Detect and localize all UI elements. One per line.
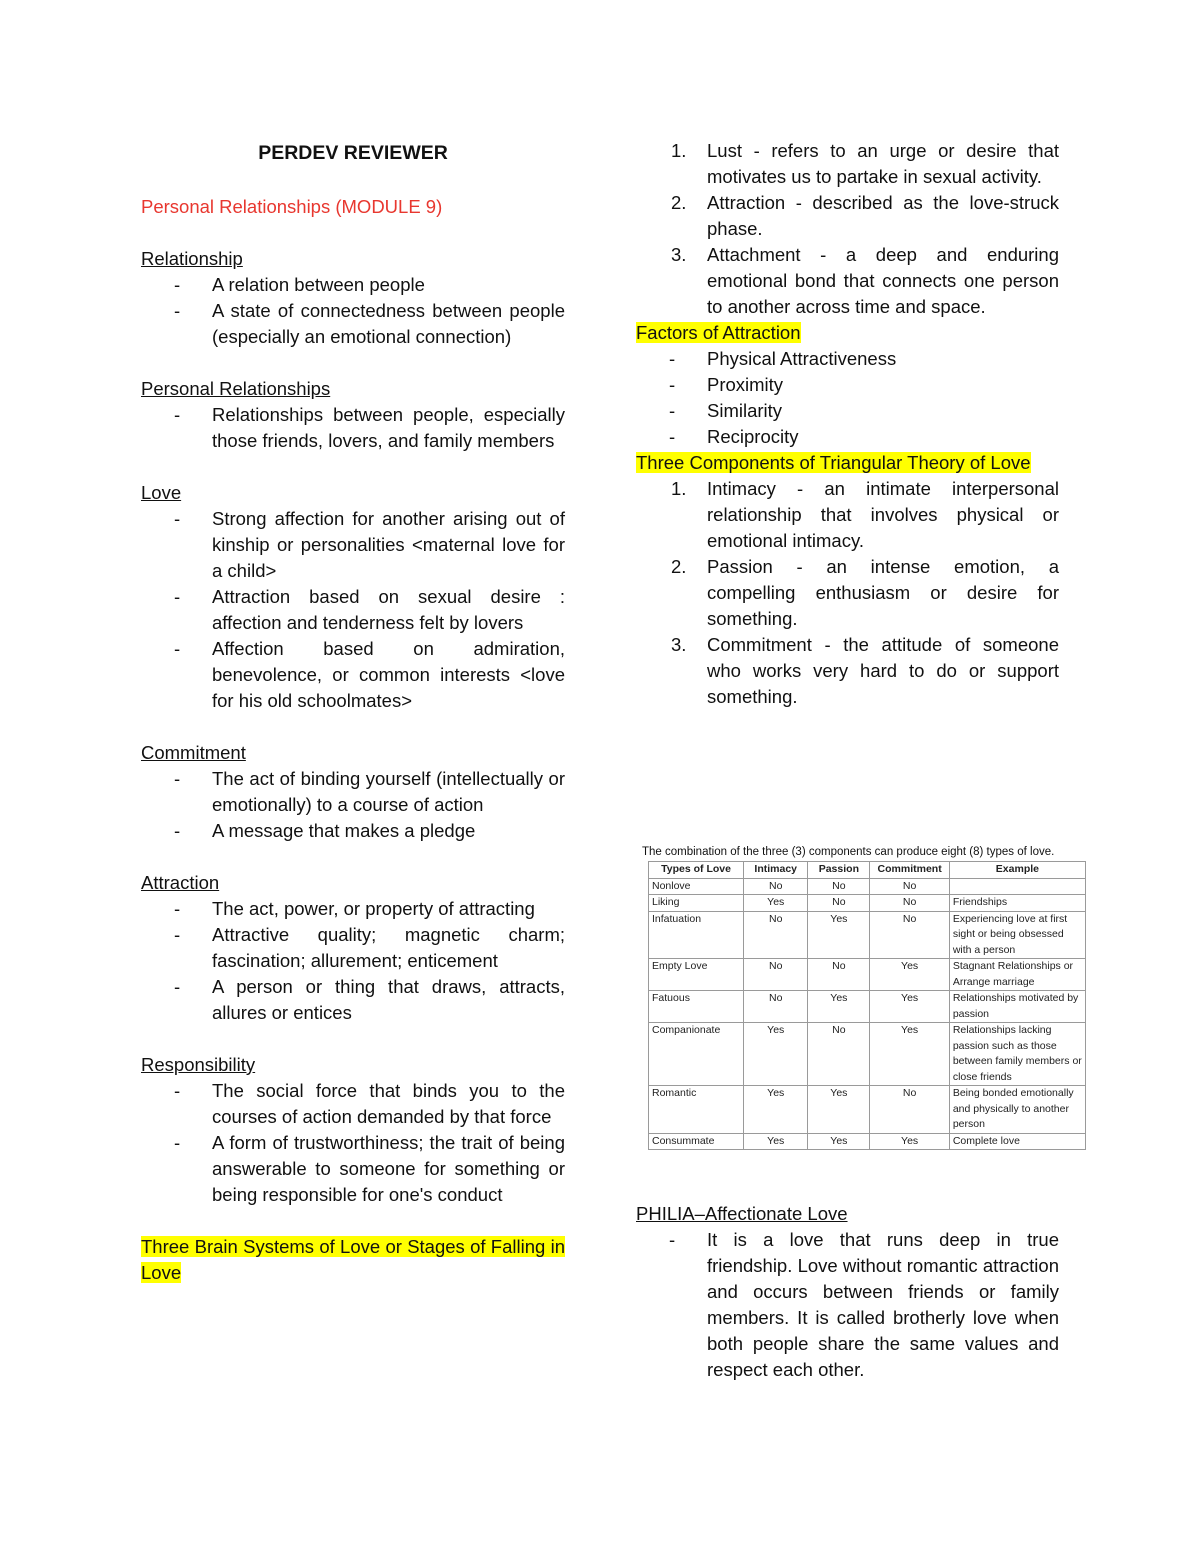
factor-item-text: Physical Attractiveness — [707, 348, 897, 369]
component-item-text: Intimacy - an intimate interpersonal relationship that involves physical or emotional intimacy. — [707, 478, 1059, 551]
love-types-table-figure — [642, 845, 1088, 1150]
component-item-text: Passion - an intense emotion, a compelling enthusiasm or desire for something. — [707, 556, 1059, 629]
table-cell: No — [744, 911, 808, 959]
definition-heading: Personal Relationships — [141, 378, 331, 399]
definition-section — [141, 480, 565, 714]
definition-heading: Responsibility — [141, 1054, 256, 1075]
table-cell: Stagnant Relationships or Arrange marriage — [949, 959, 1085, 991]
definition-heading: Love — [141, 482, 182, 503]
definition-list — [141, 896, 565, 1026]
table-cell: Liking — [649, 895, 744, 912]
dash-marker: - — [174, 586, 181, 607]
table-cell: Relationships lacking passion such as those between family members or close friends — [949, 1023, 1085, 1086]
factor-item — [636, 346, 1059, 372]
table-cell: Yes — [744, 1023, 808, 1086]
table-cell: Empty Love — [649, 959, 744, 991]
factors-heading — [636, 320, 1059, 346]
number-marker: 2. — [671, 556, 687, 577]
table-header-cell: Passion — [808, 862, 870, 879]
definition-heading: Relationship — [141, 248, 243, 269]
dash-marker: - — [174, 924, 181, 945]
table-cell: Yes — [808, 1086, 870, 1134]
dash-marker: - — [669, 374, 676, 395]
number-marker: 3. — [671, 634, 687, 655]
table-cell: No — [870, 1086, 949, 1134]
philia-section — [636, 1201, 1059, 1383]
right-column — [636, 138, 1059, 710]
definition-section — [141, 740, 565, 844]
dash-marker: - — [174, 820, 181, 841]
table-cell: No — [808, 959, 870, 991]
table-header-cell: Commitment — [870, 862, 949, 879]
table-cell: Companionate — [649, 1023, 744, 1086]
table-cell: No — [870, 895, 949, 912]
table-cell: No — [744, 991, 808, 1023]
table-cell: Romantic — [649, 1086, 744, 1134]
stage-item — [636, 242, 1059, 320]
table-cell: Complete love — [949, 1133, 1085, 1150]
philia-item-text: It is a love that runs deep in true friendship. Love without romantic attraction and occurs between friends or family members. It is called brotherly love when both people share the same values and respect each other. — [707, 1229, 1059, 1380]
table-cell: No — [870, 878, 949, 895]
dash-marker: - — [174, 768, 181, 789]
definitions-list — [141, 246, 565, 1208]
factor-item-text: Reciprocity — [707, 426, 799, 447]
factor-item — [636, 372, 1059, 398]
definition-item — [141, 272, 565, 298]
factors-list — [636, 346, 1059, 450]
definition-section — [141, 870, 565, 1026]
table-cell: No — [808, 878, 870, 895]
table-caption: The combination of the three (3) components can produce eight (8) types of love. — [642, 846, 1055, 858]
component-item — [636, 632, 1059, 710]
definition-item — [141, 298, 565, 350]
dash-marker: - — [174, 508, 181, 529]
table-row — [649, 991, 1086, 1023]
stage-item — [636, 190, 1059, 242]
table-cell: Yes — [870, 1023, 949, 1086]
components-heading — [636, 450, 1059, 476]
dash-marker: - — [669, 426, 676, 447]
table-row — [649, 895, 1086, 912]
table-cell: Nonlove — [649, 878, 744, 895]
definition-item — [141, 402, 565, 454]
dash-marker: - — [174, 1080, 181, 1101]
definition-list — [141, 1078, 565, 1208]
philia-item — [636, 1227, 1059, 1383]
definition-item-text: Attraction based on sexual desire : affection and tenderness felt by lovers — [212, 586, 565, 633]
factors-heading-text: Factors of Attraction — [636, 322, 801, 343]
table-cell: Yes — [870, 991, 949, 1023]
definition-item-text: A relation between people — [212, 274, 425, 295]
definition-item-text: Affection based on admiration, benevolence, or common interests <love for his old schoolmates> — [212, 638, 565, 711]
definition-list — [141, 402, 565, 454]
component-item-text: Commitment - the attitude of someone who works very hard to do or support something. — [707, 634, 1059, 707]
definition-item — [141, 896, 565, 922]
table-cell: Consummate — [649, 1133, 744, 1150]
definition-item — [141, 818, 565, 844]
definition-item — [141, 922, 565, 974]
table-row — [649, 1086, 1086, 1134]
table-row — [649, 1133, 1086, 1150]
page-title: PERDEV REVIEWER — [258, 142, 448, 164]
dash-marker: - — [669, 1229, 676, 1250]
definition-item-text: A person or thing that draws, attracts, allures or entices — [212, 976, 565, 1023]
number-marker: 2. — [671, 192, 687, 213]
left-column — [141, 138, 565, 1286]
definition-item-text: Attractive quality; magnetic charm; fascination; allurement; enticement — [212, 924, 565, 971]
definition-list — [141, 506, 565, 714]
factor-item-text: Proximity — [707, 374, 784, 395]
definition-item — [141, 974, 565, 1026]
number-marker: 1. — [671, 478, 687, 499]
table-cell: Yes — [744, 1086, 808, 1134]
definition-item — [141, 1130, 565, 1208]
dash-marker: - — [669, 400, 676, 421]
definition-item-text: The social force that binds you to the courses of action demanded by that force — [212, 1080, 565, 1127]
love-types-table — [648, 861, 1086, 1150]
table-cell: Experiencing love at first sight or being obsessed with a person — [949, 911, 1085, 959]
table-header-cell: Intimacy — [744, 862, 808, 879]
definition-section — [141, 376, 565, 454]
definition-item-text: A message that makes a pledge — [212, 820, 476, 841]
definition-section — [141, 1052, 565, 1208]
components-list — [636, 476, 1059, 710]
dash-marker: - — [174, 898, 181, 919]
dash-marker: - — [669, 348, 676, 369]
components-heading-text: Three Components of Triangular Theory of Love — [636, 452, 1031, 473]
table-cell: No — [808, 895, 870, 912]
philia-list — [636, 1227, 1059, 1383]
stage-item-text: Lust - refers to an urge or desire that motivates us to partake in sexual activity. — [707, 140, 1059, 187]
definition-section — [141, 246, 565, 350]
table-header-row — [649, 862, 1086, 879]
philia-heading: PHILIA–Affectionate Love — [636, 1203, 848, 1224]
module-heading: Personal Relationships (MODULE 9) — [141, 196, 443, 217]
component-item — [636, 554, 1059, 632]
table-row — [649, 878, 1086, 895]
definition-item — [141, 506, 565, 584]
definition-heading: Attraction — [141, 872, 220, 893]
dash-marker: - — [174, 976, 181, 997]
definition-heading: Commitment — [141, 742, 246, 763]
definition-item — [141, 766, 565, 818]
definition-item-text: Relationships between people, especially those friends, lovers, and family members — [212, 404, 565, 451]
table-cell: Yes — [744, 895, 808, 912]
dash-marker: - — [174, 274, 181, 295]
dash-marker: - — [174, 404, 181, 425]
table-cell: No — [870, 911, 949, 959]
definition-item-text: A form of trustworthiness; the trait of being answerable to someone for something or being responsible for one's conduct — [212, 1132, 565, 1205]
table-row — [649, 1023, 1086, 1086]
stage-item — [636, 138, 1059, 190]
table-cell: Yes — [808, 991, 870, 1023]
table-cell: Fatuous — [649, 991, 744, 1023]
stage-item-text: Attachment - a deep and enduring emotional bond that connects one person to another across time and space. — [707, 244, 1059, 317]
brain-systems-heading-text: Three Brain Systems of Love or Stages of Falling in Love — [141, 1236, 565, 1283]
factor-item — [636, 398, 1059, 424]
definition-item-text: The act, power, or property of attracting — [212, 898, 535, 919]
factor-item-text: Similarity — [707, 400, 783, 421]
table-cell: Yes — [870, 959, 949, 991]
table-header-cell: Example — [949, 862, 1085, 879]
number-marker: 3. — [671, 244, 687, 265]
dash-marker: - — [174, 1132, 181, 1153]
table-cell: No — [808, 1023, 870, 1086]
factor-item — [636, 424, 1059, 450]
table-cell: No — [744, 878, 808, 895]
definition-item-text: A state of connectedness between people (especially an emotional connection) — [212, 300, 565, 347]
table-cell: Yes — [744, 1133, 808, 1150]
table-cell: Being bonded emotionally and physically to another person — [949, 1086, 1085, 1134]
table-cell: Infatuation — [649, 911, 744, 959]
table-cell: Relationships motivated by passion — [949, 991, 1085, 1023]
table-row — [649, 959, 1086, 991]
table-cell: No — [744, 959, 808, 991]
stages-list — [636, 138, 1059, 320]
stage-item-text: Attraction - described as the love-struck phase. — [707, 192, 1059, 239]
table-cell: Yes — [808, 911, 870, 959]
definition-list — [141, 272, 565, 350]
definition-item-text: The act of binding yourself (intellectually or emotionally) to a course of action — [212, 768, 565, 815]
dash-marker: - — [174, 300, 181, 321]
table-cell — [949, 878, 1085, 895]
definition-item — [141, 636, 565, 714]
table-cell: Yes — [870, 1133, 949, 1150]
table-cell: Yes — [808, 1133, 870, 1150]
table-cell: Friendships — [949, 895, 1085, 912]
table-header-cell: Types of Love — [649, 862, 744, 879]
definition-item-text: Strong affection for another arising out of kinship or personalities <maternal love for a child> — [212, 508, 565, 581]
table-row — [649, 911, 1086, 959]
component-item — [636, 476, 1059, 554]
dash-marker: - — [174, 638, 181, 659]
brain-systems-heading — [141, 1234, 565, 1286]
definition-item — [141, 584, 565, 636]
definition-item — [141, 1078, 565, 1130]
definition-list — [141, 766, 565, 844]
number-marker: 1. — [671, 140, 687, 161]
